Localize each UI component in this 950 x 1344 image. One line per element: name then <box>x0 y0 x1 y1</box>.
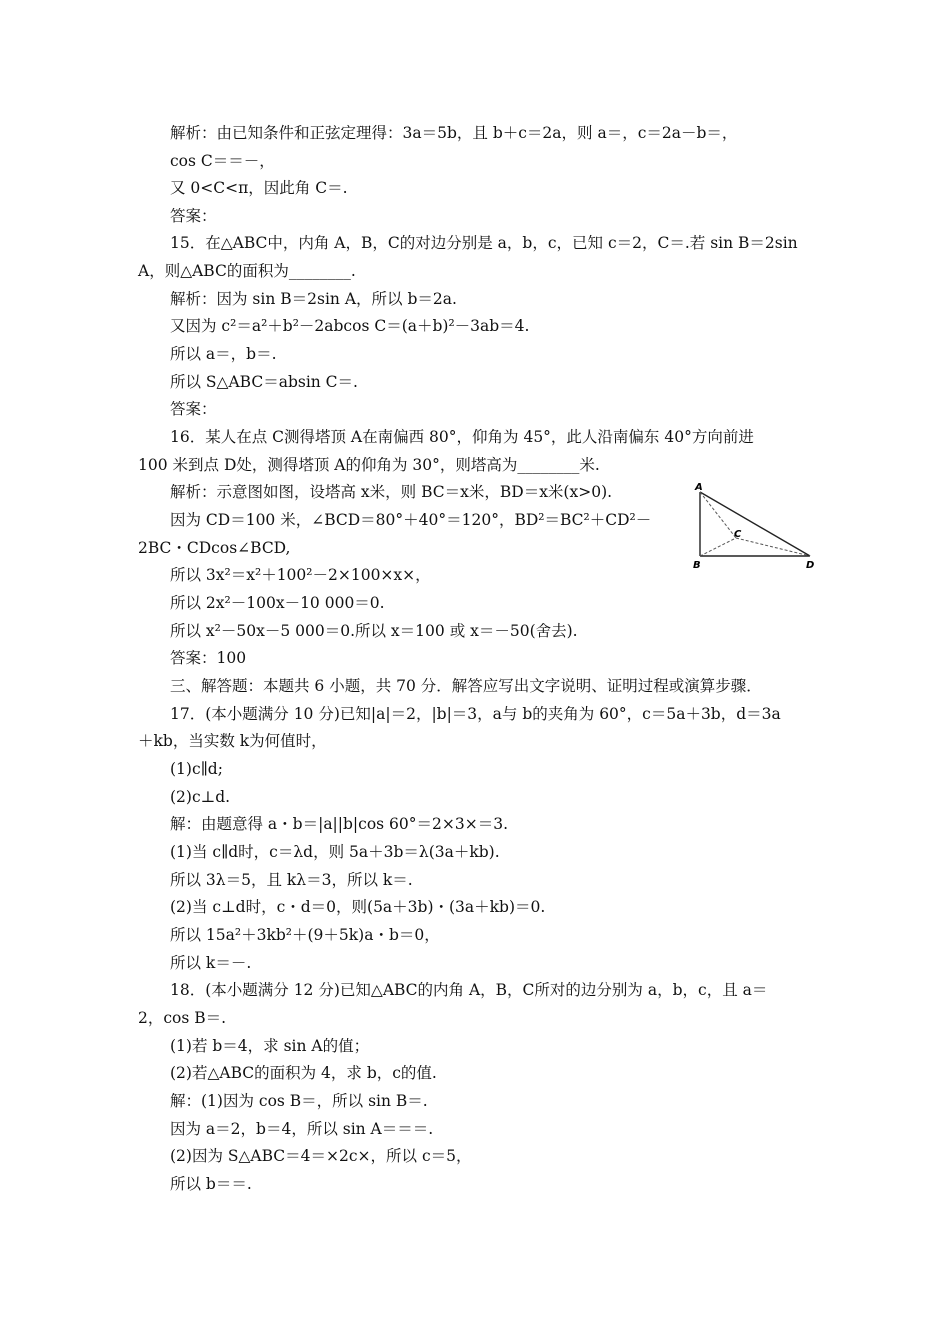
label-d: D <box>806 560 815 571</box>
text-line: (1)当 c∥d时，c＝λd，则 5a＋3b＝λ(3a＋kb). <box>170 843 500 861</box>
edge-bc <box>700 538 736 556</box>
label-a: A <box>695 482 703 493</box>
text-line: (1)若 b＝4，求 sin A的值； <box>170 1037 370 1055</box>
text-line: 解：由题意得 a・b＝|a||b|cos 60°＝2×3×＝3. <box>170 815 508 833</box>
text-line: cos C＝＝－， <box>170 152 275 170</box>
text-line: 2，cos B＝. <box>138 1009 227 1027</box>
text-line: 所以 S△ABC＝absin C＝. <box>170 373 358 391</box>
problem-15: 15．在△ABC中，内角 A，B，C的对边分别是 a，b，c，已知 c＝2，C＝.若 sin B＝2sin <box>170 234 798 252</box>
text-line: 所以 15a²＋3kb²＋(9＋5k)a・b＝0， <box>170 926 440 944</box>
text-line: 解析：因为 sin B＝2sin A，所以 b＝2a. <box>170 290 457 308</box>
problem-17: 17．(本小题满分 10 分)已知|a|＝2，|b|＝3，a与 b的夹角为 60°，c＝5a＋3b，d＝3a <box>170 705 781 723</box>
text-line: A，则△ABC的面积为________. <box>138 262 356 280</box>
text-line: 答案：100 <box>170 649 247 667</box>
text-line: 所以 2x²－100x－10 000＝0. <box>170 594 385 612</box>
text-line: (2)当 c⊥d时，c・d＝0，则(5a＋3b)・(3a＋kb)＝0. <box>170 898 546 916</box>
text-line: (2)c⊥d. <box>170 788 231 806</box>
text-line: 所以 k＝－. <box>170 954 252 972</box>
problem-18: 18．(本小题满分 12 分)已知△ABC的内角 A，B，C所对的边分别为 a，b，c，且 a＝ <box>170 981 768 999</box>
text-line: 解析：示意图如图，设塔高 x米，则 BC＝x米，BD＝x米(x>0). <box>170 483 613 501</box>
text-line: 又 0<C<π，因此角 C＝. <box>170 179 348 197</box>
edge-ac <box>700 492 736 538</box>
text-line: 所以 3λ＝5，且 kλ＝3，所以 k＝. <box>170 871 413 889</box>
text-line: 所以 x²－50x－5 000＝0.所以 x＝100 或 x＝－50(舍去). <box>170 622 578 640</box>
text-line: (2)若△ABC的面积为 4，求 b，c的值. <box>170 1064 437 1082</box>
edge-ad <box>700 492 810 556</box>
tower-diagram <box>690 480 820 572</box>
text-line: 2BC・CDcos∠BCD, <box>138 539 291 557</box>
text-line: 所以 3x²＝x²＋100²－2×100×x×， <box>170 566 431 584</box>
text-line: 解：(1)因为 cos B＝，所以 sin B＝. <box>170 1092 428 1110</box>
label-c: C <box>734 529 742 540</box>
section-heading: 三、解答题：本题共 6 小题，共 70 分．解答应写出文字说明、证明过程或演算步骤． <box>170 677 762 695</box>
text-line: (2)因为 S△ABC＝4＝×2c×，所以 c＝5， <box>170 1147 472 1165</box>
text-line: ＋kb，当实数 k为何值时， <box>138 732 327 750</box>
text-line: 因为 a＝2，b＝4，所以 sin A＝＝＝. <box>170 1120 434 1138</box>
text-line: 100 米到点 D处，测得塔顶 A的仰角为 30°，则塔高为________米. <box>138 456 600 474</box>
text-line: 答案： <box>170 207 217 225</box>
label-b: B <box>693 560 701 571</box>
text-line: 所以 a＝，b＝. <box>170 345 277 363</box>
text-line: 因为 CD＝100 米，∠BCD＝80°＋40°＝120°，BD²＝BC²＋CD²－ <box>170 511 652 529</box>
text-line: 答案： <box>170 400 217 418</box>
text-line: (1)c∥d; <box>170 760 223 778</box>
problem-16: 16．某人在点 C测得塔顶 A在南偏西 80°，仰角为 45°，此人沿南偏东 40°方向前进 <box>170 428 754 446</box>
text-line: 所以 b＝＝. <box>170 1175 252 1193</box>
text-line: 解析：由已知条件和正弦定理得：3a＝5b，且 b＋c＝2a，则 a＝，c＝2a－b＝， <box>170 124 738 142</box>
edge-cd <box>736 538 810 556</box>
text-line: 又因为 c²＝a²＋b²－2abcos C＝(a＋b)²－3ab＝4. <box>170 317 530 335</box>
